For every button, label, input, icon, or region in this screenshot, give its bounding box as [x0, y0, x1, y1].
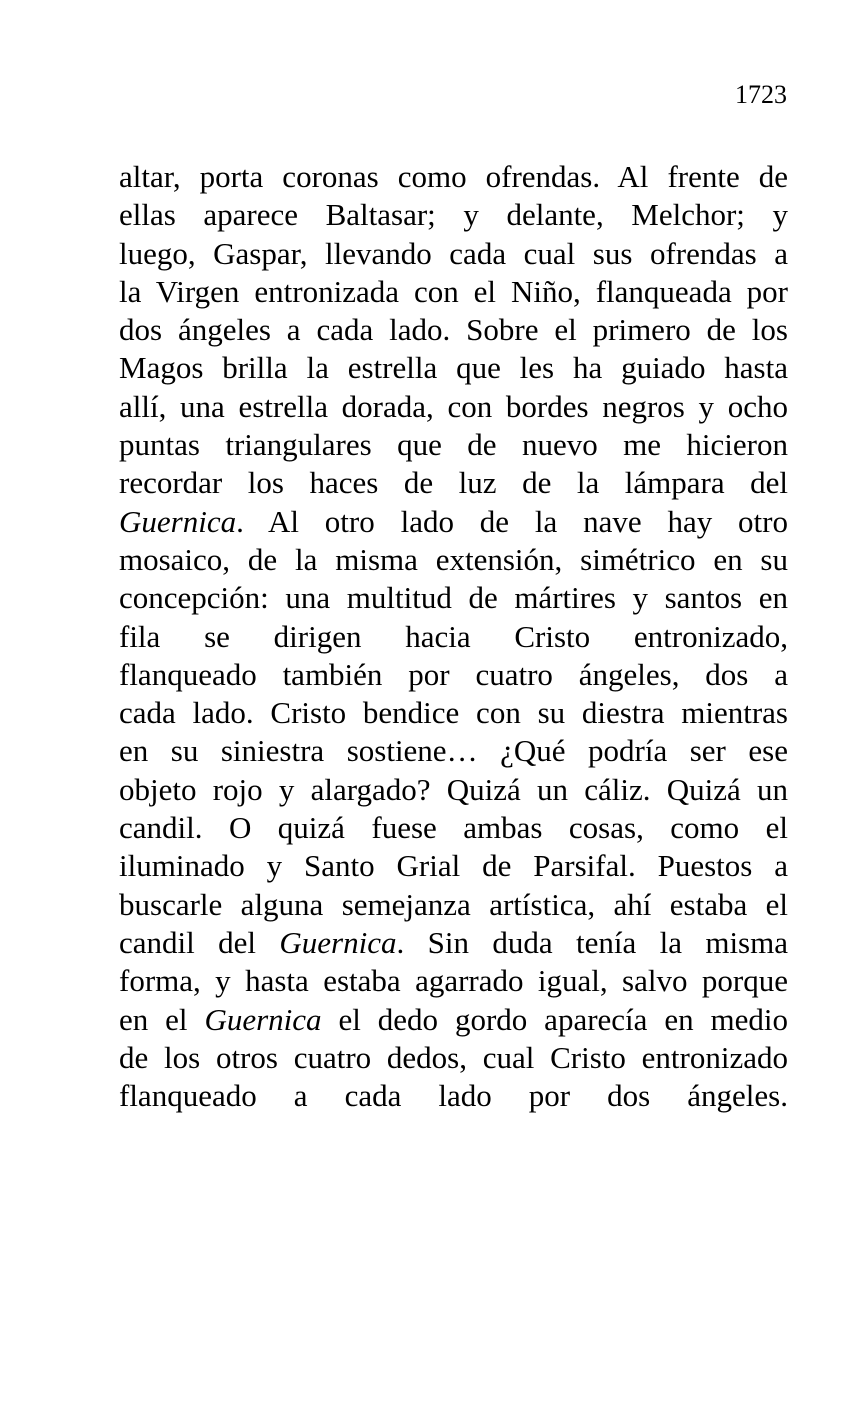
text-line [119, 1077, 788, 1115]
text-line [119, 656, 788, 694]
text-line [119, 732, 788, 770]
text-segment: concepción: una multitud de mártires y santos en [119, 580, 788, 616]
text-line [119, 388, 788, 426]
text-segment: candil. O quizá fuese ambas cosas, como el [119, 810, 788, 846]
text-segment: flanqueado a cada lado por dos ángeles. [119, 1078, 788, 1114]
text-line [119, 962, 788, 1000]
body-paragraph [119, 158, 788, 1115]
text-line [119, 349, 788, 387]
page-number: 1723 [735, 80, 787, 109]
text-line [119, 311, 788, 349]
text-line [119, 771, 788, 809]
text-line [119, 809, 788, 847]
text-segment: candil del [119, 924, 280, 960]
text-segment: ellas aparece Baltasar; y delante, Melchor; y [119, 197, 788, 233]
text-segment: en el [119, 1001, 205, 1037]
text-segment: Magos brilla la estrella que les ha guiado hasta [119, 350, 788, 386]
text-segment: iluminado y Santo Grial de Parsifal. Puestos a [119, 848, 788, 884]
text-line [119, 1039, 788, 1077]
italic-title: Guernica [204, 1001, 322, 1037]
text-segment: la Virgen entronizada con el Niño, flanqueada por [119, 273, 788, 309]
text-line [119, 579, 788, 617]
text-segment: objeto rojo y alargado? Quizá un cáliz. Quizá un [119, 771, 788, 807]
text-line [119, 196, 788, 234]
text-segment: en su siniestra sostiene… ¿Qué podría ser ese [119, 733, 788, 769]
text-segment: recordar los haces de luz de la lámpara del [119, 465, 788, 501]
text-segment: . Sin duda tenía la misma [396, 924, 788, 960]
text-line [119, 1001, 788, 1039]
text-segment: . Al otro lado de la nave hay otro [236, 503, 788, 539]
text-segment: puntas triangulares que de nuevo me hicieron [119, 427, 788, 463]
text-line [119, 426, 788, 464]
text-segment: altar, porta coronas como ofrendas. Al frente de [119, 159, 788, 194]
text-segment: allí, una estrella dorada, con bordes negros y ocho [119, 388, 788, 424]
text-segment: cada lado. Cristo bendice con su diestra mientras [119, 695, 788, 731]
text-line [119, 618, 788, 656]
text-segment: forma, y hasta estaba agarrado igual, salvo porque [119, 963, 788, 999]
text-line [119, 273, 788, 311]
text-segment: luego, Gaspar, llevando cada cual sus ofrendas a [119, 235, 788, 271]
text-line [119, 694, 788, 732]
text-segment: fila se dirigen hacia Cristo entronizado, [119, 618, 788, 654]
text-segment: mosaico, de la misma extensión, simétrico en su [119, 541, 788, 577]
italic-title: Guernica [279, 924, 397, 960]
text-segment: dos ángeles a cada lado. Sobre el primero de los [119, 312, 788, 348]
text-line [119, 235, 788, 273]
text-segment: flanqueado también por cuatro ángeles, dos a [119, 656, 788, 692]
italic-title: Guernica [119, 503, 237, 539]
text-line [119, 541, 788, 579]
text-line [119, 886, 788, 924]
text-segment: el dedo gordo aparecía en medio [321, 1001, 788, 1037]
text-segment: de los otros cuatro dedos, cual Cristo entronizado [119, 1039, 788, 1075]
text-segment: buscarle alguna semejanza artística, ahí estaba el [119, 886, 788, 922]
text-line [119, 464, 788, 502]
text-line [119, 503, 788, 541]
text-line [119, 158, 788, 196]
text-line [119, 847, 788, 885]
text-line [119, 924, 788, 962]
